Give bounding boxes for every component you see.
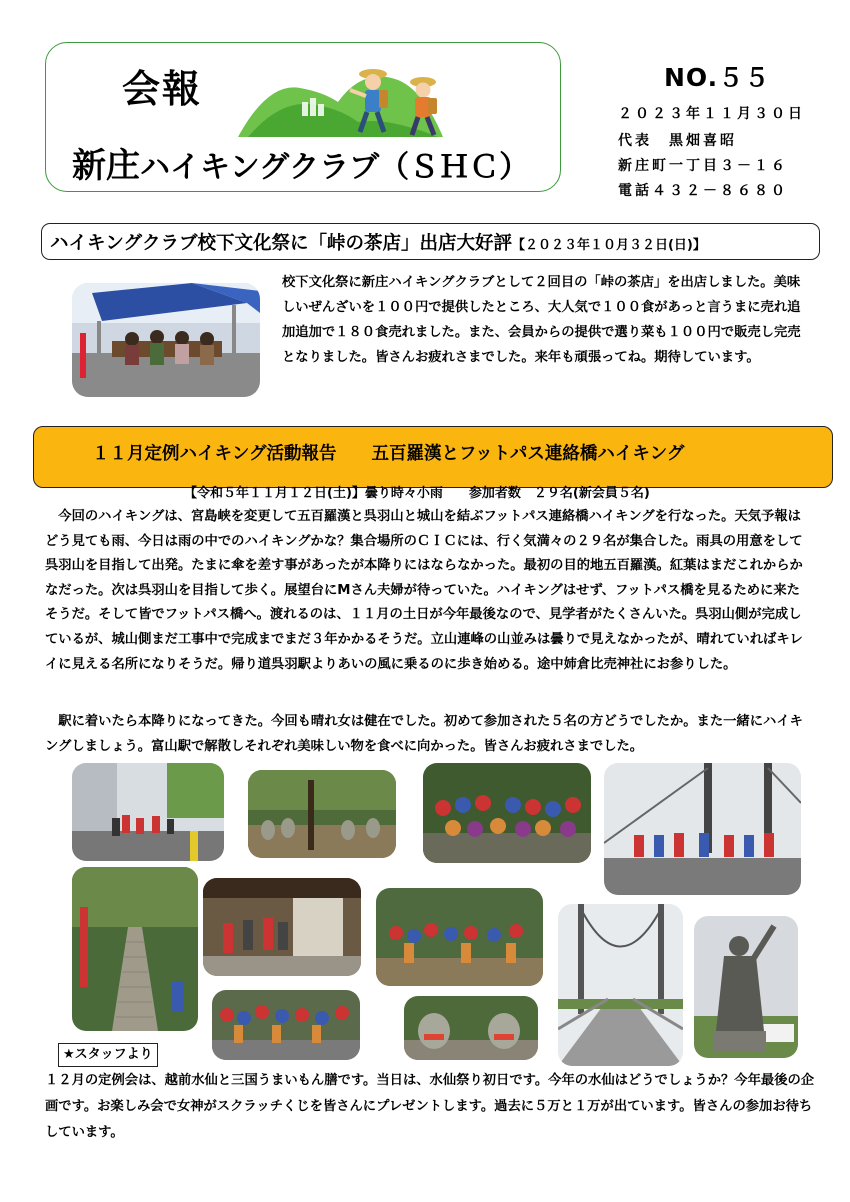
phone: 電話４３２－８６８０ bbox=[618, 183, 788, 199]
shrine-steps-photo bbox=[72, 867, 198, 1031]
article1-body: 校下文化祭に新庄ハイキングクラブとして２回目の「峠の茶店」を出店しました。美味しいぜんざいを１００円で提供したところ、大人気で１００食があっと言うまに売れ追加追加で１８０食売れました。また、会員からの提供で選り菜も１００円で販売し完売となりました。皆さんお疲れさまでした。来年も頑張ってね。期待しています。 bbox=[282, 275, 801, 365]
club-name-kanji: 新庄 bbox=[72, 146, 140, 186]
suspension-bridge-photo bbox=[558, 904, 683, 1066]
rakan-statues-photo bbox=[248, 770, 396, 858]
article1-title bbox=[50, 229, 706, 255]
issue-number: NO.５５ bbox=[664, 63, 771, 92]
representative: 代表 黒畑喜昭 bbox=[618, 133, 737, 149]
newsletter-title: 会報 bbox=[122, 67, 203, 111]
statue-photo bbox=[694, 916, 798, 1058]
staff-note-body: １２月の定例会は、越前水仙と三国うまいもん膳です。当日は、水仙祭り初日です。今年の水仙はどうでしょうか？今年最後の企画です。お楽しみ会で女神がスクラッチくじを皆さんにプレゼントします。過去に５万と１万が出ています。皆さんの参加お待ちしています。 bbox=[45, 1073, 815, 1140]
article1-title-text: ハイキングクラブ校下文化祭に「峠の茶店」出店大好評 bbox=[50, 233, 512, 254]
street-walk-photo bbox=[72, 763, 224, 861]
club-name bbox=[72, 138, 529, 187]
article2-subtitle: 【令和５年１１月１２日(土)】曇り時々小雨 参加者数 ２９名(新会員５名) bbox=[184, 486, 650, 501]
issue-date: ２０２３年１１月３０日 bbox=[618, 106, 805, 122]
article1-date: 【２０２３年１０月３２日(日)】 bbox=[511, 238, 706, 253]
shrine-visit-photo bbox=[203, 878, 361, 976]
footpath-bridge-group-photo bbox=[604, 763, 801, 895]
hiker-mountain-illustration bbox=[238, 62, 450, 140]
club-name-kana: ハイキングクラブ bbox=[140, 150, 380, 185]
article2-body1: 今回のハイキングは、宮島峡を変更して五百羅漢と呉羽山と城山を結ぶフットパス連絡橋ハイキングを行なった。天気予報はどう見ても雨、今日は雨の中でのハイキングかな？集合場所のＣＩＣには、行く気満々の２９名が集合した。雨具の用意をして呉羽山を目指して出発。たまに傘を差す事があったが本降りにはならなかった。最初の目的地五百羅漢。紅葉はまだこれからかなだった。次は呉羽山を目指して歩く。展望台にMさん夫婦が待っていた。ハイキングはせず、フットパス橋を見るために来たそうだ。そして皆でフットパス橋へ。渡れるのは、１１月の土日が今年最後なので、見学者がたくさんいた。呉羽山側が完成しているが、城山側まだ工事中で完成までまだ３年かかるそうだ。立山連峰の山並みは曇りで見えなかったが、晴れていればキレイに見える名所になりそうだ。帰り道呉羽駅よりあいの風に乗るのに歩き始める。途中姉倉比売神社にお参りした。 bbox=[45, 509, 803, 672]
group-photo-street bbox=[212, 990, 360, 1060]
article2-body2: 駅に着いたら本降りになってきた。今回も晴れ女は健在でした。初めて参加された５名の方どうでしたか。また一緒にハイキングしましょう。富山駅で解散しそれぞれ美味しい物を食べに向かった。皆さんお疲れさまでした。 bbox=[45, 714, 803, 754]
stone-statues-photo bbox=[404, 996, 538, 1060]
group-photo-path bbox=[376, 888, 543, 986]
article2-title: １１月定例ハイキング活動報告 五百羅漢とフットパス連絡橋ハイキング bbox=[92, 444, 685, 464]
address: 新庄町一丁目３－１６ bbox=[618, 158, 788, 174]
club-name-abbr: （ＳＨＣ） bbox=[379, 150, 530, 185]
group-photo-park bbox=[423, 763, 591, 863]
tea-stall-photo bbox=[72, 283, 260, 397]
staff-note-label: ★スタッフより bbox=[58, 1043, 158, 1067]
